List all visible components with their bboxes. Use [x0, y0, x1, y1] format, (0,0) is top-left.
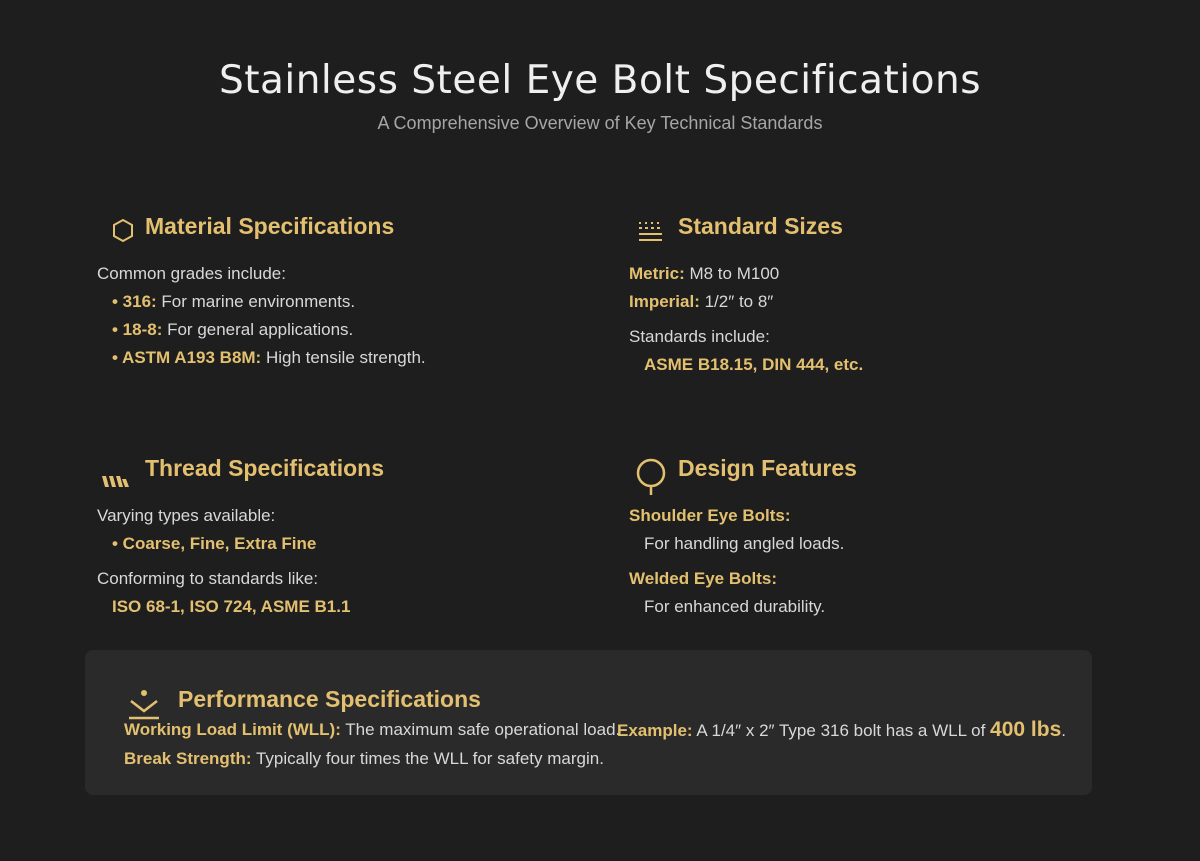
thread-title: Thread Specifications	[145, 455, 385, 481]
list-item: • ASTM A193 B8M: High tensile strength.	[112, 348, 426, 367]
page-subtitle: A Comprehensive Overview of Key Technical Standards	[377, 113, 823, 133]
shoulder-text: For handling angled loads.	[644, 534, 845, 553]
ruler-lines-icon	[638, 220, 664, 242]
shoulder-label: Shoulder Eye Bolts:	[629, 506, 791, 525]
wll-row: Working Load Limit (WLL): The maximum safe operational load.	[124, 720, 621, 739]
eye-bolt-icon	[634, 457, 668, 497]
hexagon-icon	[111, 218, 135, 244]
material-title: Material Specifications	[145, 213, 395, 239]
standards-intro: Standards include:	[629, 327, 770, 346]
standards-value: ASME B18.15, DIN 444, etc.	[644, 355, 864, 374]
welded-label: Welded Eye Bolts:	[629, 569, 777, 588]
break-row: Break Strength: Typically four times the WLL for safety margin.	[124, 749, 604, 768]
thread-icon	[101, 470, 131, 490]
example-row: Example: A 1/4″ x 2″ Type 316 bolt has a WLL of 400 lbs.	[617, 718, 1066, 741]
thread-standards-intro: Conforming to standards like:	[97, 569, 319, 588]
material-intro: Common grades include:	[97, 264, 286, 283]
thread-standards-value: ISO 68-1, ISO 724, ASME B1.1	[112, 597, 351, 616]
welded-text: For enhanced durability.	[644, 597, 826, 616]
thread-types: • Coarse, Fine, Extra Fine	[112, 534, 317, 553]
imperial-row: Imperial: 1/2″ to 8″	[629, 292, 774, 311]
page-title: Stainless Steel Eye Bolt Specifications	[218, 58, 982, 103]
example-value: 400 lbs	[990, 718, 1062, 741]
list-item: • 18-8: For general applications.	[112, 320, 354, 339]
sizes-title: Standard Sizes	[678, 213, 843, 239]
list-item: • 316: For marine environments.	[112, 292, 356, 311]
metric-row: Metric: M8 to M100	[629, 264, 780, 283]
thread-intro: Varying types available:	[97, 506, 276, 525]
performance-title: Performance Specifications	[178, 686, 481, 712]
design-title: Design Features	[678, 455, 857, 481]
